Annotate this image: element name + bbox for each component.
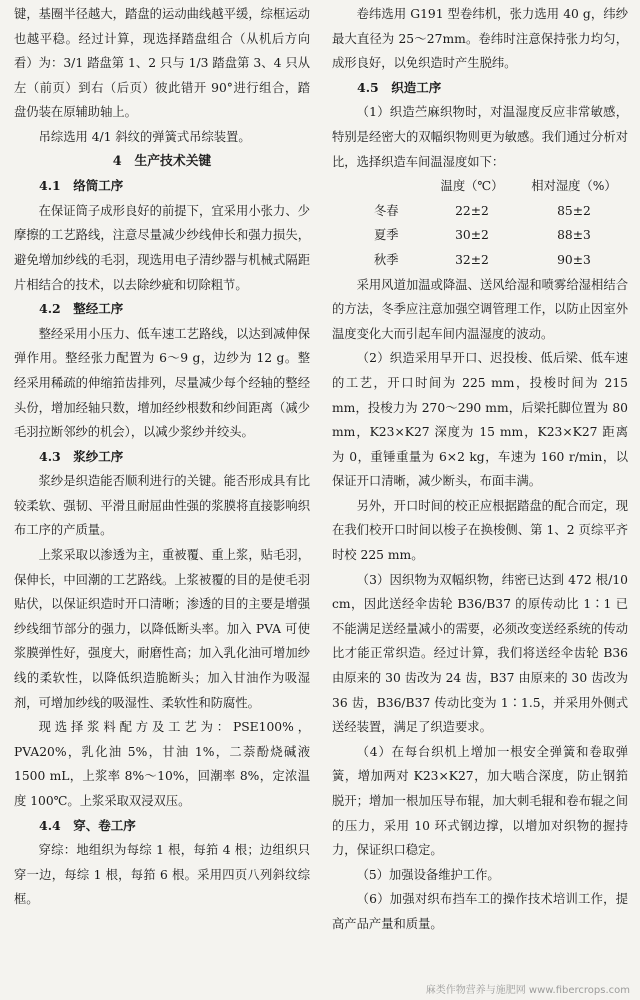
section-4-1-title: 络筒工序 — [73, 178, 124, 194]
site-watermark: 麻类作物营养与施肥网 www.fibercrops.com — [425, 985, 630, 996]
section-4-4-paragraph: 穿综：地组织为每综 1 根，每筘 4 根；边组织只穿一边，每综 1 根，每筘 6 根。采用四页八列斜纹综框。 — [14, 843, 310, 907]
section-4-5-number: 4.5 — [357, 79, 379, 95]
section-4-1-number: 4.1 — [39, 178, 61, 194]
table-header-cell: 温度（℃） — [440, 179, 504, 194]
table-cell-temperature: 30±2 — [455, 228, 489, 243]
section-4-2-heading — [14, 297, 310, 322]
heddle-paragraph: 吊综选用 4/1 斜纹的弹簧式吊综装置。 — [38, 129, 251, 144]
section-4-5-paragraph-7: （5）加强设备维护工作。 — [356, 867, 500, 882]
section-4-2-number: 4.2 — [39, 301, 61, 317]
table-cell-humidity: 85±2 — [557, 203, 591, 218]
table-row — [374, 199, 624, 224]
section-4-1-paragraph: 在保证筒子成形良好的前提下，宜采用小张力、少摩擦的工艺路线，注意尽量减少纱线伸长和强力损失，避免增加纱线的毛羽，现选用电子清纱器与机械式隔距片相结合的技术，以去除纱疵和切除粗节。 — [14, 203, 310, 292]
left-column — [14, 2, 310, 992]
humidity-table-header — [374, 174, 624, 199]
section-4-3-paragraph-2: 上浆采取以渗透为主，重被覆、重上浆，贴毛羽，保伸长，中回潮的工艺路线。上浆被覆的目的是使毛羽贴伏，以保证织造时开口清晰；渗透的目的主要是增强纱线细节部分的强力，以降低断头率。加入 PVA 可使浆膜弹性好，强度大，耐磨性高；加入乳化油可增加纱线的柔软性，以降低织造脆断头；加入甘油作为吸湿剂，可增加纱线的吸湿性、柔软性和防腐性。 — [14, 548, 310, 710]
table-cell-humidity: 88±3 — [557, 228, 591, 243]
humidity-table — [374, 174, 624, 272]
section-4-5-heading — [332, 76, 628, 101]
section-4-4-number: 4.4 — [39, 817, 61, 833]
right-column — [332, 2, 628, 992]
section-4-3-heading — [14, 445, 310, 470]
section-4-4-heading — [14, 814, 310, 839]
section-4-3-title: 浆纱工序 — [73, 448, 124, 464]
intro-paragraph: 键，基圈半径越大，踏盘的运动曲线越平缓，综框运动也越平稳。经过计算，现选择踏盘组合（从机后方向看）为：3/1 踏盘第 1、2 只与 1/3 踏盘第 3、4 只从左（前页）到右（后页）彼此错开 90°进行组合，踏盘仍装在原辅助轴上。 — [14, 7, 310, 120]
table-cell-season: 秋季 — [374, 252, 399, 267]
table-cell-season: 夏季 — [374, 228, 399, 243]
section-4-5-paragraph-4: 另外，开口时间的校正应根据踏盘的配合而定，现在我们校开口时间以梭子在换梭侧、第 1、2 页综平齐时校 225 mm。 — [332, 498, 628, 563]
section-4-5-paragraph-3: （2）织造采用早开口、迟投梭、低后梁、低车速的工艺，开口时间为 225 mm，投梭时间为 215 mm，投梭力为 270～290 mm，后梁托脚位置为 80 mm，K23×K27 深度为 15 mm，K23×K27 距离为 0，重锤重量为 6×2 kg，车速为 160 r/min，以保证开口清晰，减少断头，布面丰满。 — [332, 351, 628, 489]
table-row — [374, 223, 624, 248]
section-4-heading: 4 生产技术关键 — [112, 153, 212, 169]
winding-paragraph: 卷纬选用 G191 型卷纬机，张力选用 40 g，纬纱最大直径为 25～27mm。卷纬时注意保持张力均匀，成形良好，以免织造时产生脱纬。 — [332, 7, 628, 71]
section-4-3-paragraph-1: 浆纱是织造能否顺利进行的关键。能否形成具有比较柔软、强韧、平滑且耐屈曲性强的浆膜将直接影响织布工序的产质量。 — [14, 474, 310, 538]
section-4-2-paragraph: 整经采用小压力、低车速工艺路线，以达到减伸保弹作用。整经张力配置为 6～9 g，边纱为 12 g。整经采用稀疏的伸缩筘齿排列，尽量减少每个经轴的整经头份，增加经轴只数，增加经纱根数和纱间距离（减少毛羽拉断邻纱的机会），以减少浆纱并绞头。 — [14, 326, 310, 440]
section-4-4-title: 穿、卷工序 — [73, 817, 136, 833]
table-cell-temperature: 22±2 — [455, 203, 489, 218]
section-4-2-title: 整经工序 — [73, 301, 124, 317]
table-cell-humidity: 90±3 — [557, 252, 591, 267]
section-4-1-heading — [14, 174, 310, 199]
section-4-5-paragraph-2: 采用风道加温或降温、送风给湿和喷雾给湿相结合的方法，冬季应注意加强空调管理工作，以防止因室外温度变化大而引起车间内温湿度的波动。 — [332, 277, 628, 341]
section-4-5-paragraph-6: （4）在每台织机上增加一根安全弹簧和卷取弹簧，增加两对 K23×K27，加大啮合深度，防止钢筘脱开；增加一根加压导布辊，加大刺毛辊和卷布辊之间的压力，采用 10 环式钢边撑，以增加对织物的握持力，保证织口稳定。 — [332, 744, 628, 858]
section-4-3-number: 4.3 — [39, 448, 61, 464]
section-4-5-title: 织造工序 — [391, 79, 442, 95]
section-4-5-paragraph-1: （1）织造苎麻织物时，对温湿度反应非常敏感，特别是经密大的双幅织物则更为敏感。我们通过分析对比，选择织造车间温湿度如下： — [332, 105, 628, 169]
table-row — [374, 248, 624, 273]
section-4-3-paragraph-3: 现选择浆料配方及工艺为：PSE100%，PVA20%，乳化油 5%，甘油 1%，二萘酚烧碱液 1500 mL，上浆率 8%～10%，回潮率 8%，定浓温度 100℃。上浆采取双浸双压。 — [14, 720, 310, 808]
section-4-5-paragraph-5: （3）因织物为双幅织物，纬密已达到 472 根/10 cm，因此送经伞齿轮 B36/B37 的原传动比 1∶1 已不能满足送经量减小的需要，必须改变送经系统的传动比才能正常织造。经过计算，我们将送经伞齿轮 B36 由原来的 30 齿改为 24 齿，B37 由原来的 30 齿改为 36 齿，B36/B37 传动比变为 1∶1.5，并采用外侧式送经装置，满足了织造要求。 — [332, 572, 628, 735]
table-cell-season: 冬春 — [374, 203, 399, 218]
table-header-cell: 相对湿度（%） — [531, 179, 617, 194]
section-4-5-paragraph-8: （6）加强对织布挡车工的操作技术培训工作，提高产品产量和质量。 — [332, 892, 628, 931]
table-cell-temperature: 32±2 — [455, 252, 489, 267]
table-header-cell — [374, 174, 420, 199]
